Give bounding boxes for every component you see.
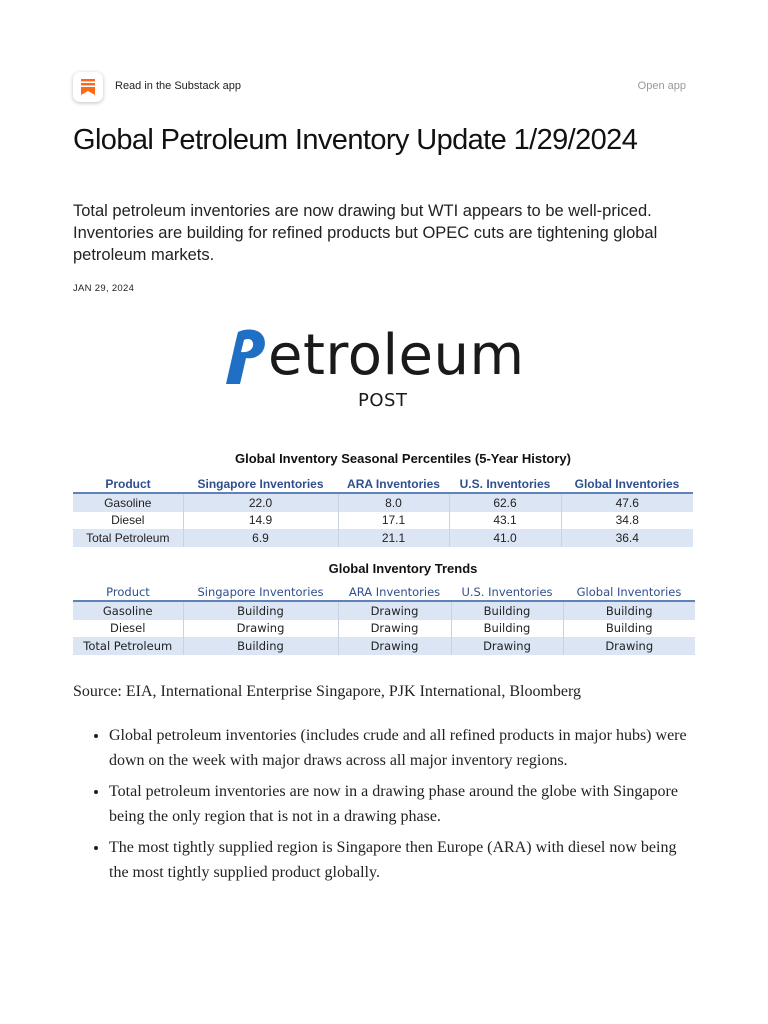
table-cell: Drawing [338, 637, 451, 655]
table2-title: Global Inventory Trends [328, 561, 478, 576]
article-subtitle: Total petroleum inventories are now drawing but WTI appears to be well-priced. Inventories are building for refined products but OPEC cuts are tightening global petroleum markets. [73, 202, 658, 264]
substack-logo-icon[interactable] [73, 72, 103, 102]
list-item: • Global petroleum inventories (includes crude and all refined products in major hubs) were down on the week with major draws across all major inventory regions. [109, 724, 698, 773]
table-cell: Building [451, 620, 563, 638]
table-row [73, 529, 693, 547]
table-header: Singapore Inventories [183, 584, 338, 601]
table-header: U.S. Inventories [451, 584, 563, 601]
table-header: ARA Inventories [338, 476, 449, 493]
table-cell: 14.9 [183, 512, 338, 530]
table-cell: 6.9 [183, 529, 338, 547]
table-cell: 22.0 [183, 493, 338, 512]
table-cell: 41.0 [449, 529, 561, 547]
list-item: • Total petroleum inventories are now in a drawing phase around the globe with Singapore being the only region that is not in a drawing phase. [109, 780, 698, 829]
table-cell: 17.1 [338, 512, 449, 530]
table-row [73, 637, 695, 655]
app-banner [0, 72, 768, 104]
logo-p-mark-icon [224, 326, 268, 386]
table-cell: 62.6 [449, 493, 561, 512]
petroleum-post-logo [224, 323, 554, 416]
publish-date: JAN 29, 2024 [73, 283, 135, 294]
list-item: • The most tightly supplied region is Singapore then Europe (ARA) with diesel now being the most tightly supplied product globally. [109, 836, 698, 885]
table-cell: Total Petroleum [73, 529, 183, 547]
logo-post-text: POST [358, 390, 408, 411]
table-cell: Diesel [111, 513, 145, 528]
table1-title: Global Inventory Seasonal Percentiles (5-Year History) [235, 451, 571, 466]
table-cell: Building [183, 601, 338, 620]
table-row [73, 601, 695, 620]
table-header: Global Inventories [563, 584, 695, 601]
table-cell: Building [451, 601, 563, 620]
table-header: Singapore Inventories [183, 476, 338, 493]
bullet-list [73, 724, 698, 892]
table-cell: Drawing [183, 620, 338, 638]
table-header: ARA Inventories [338, 584, 451, 601]
open-app-link[interactable]: Open app [637, 80, 686, 92]
table-cell: Drawing [338, 601, 451, 620]
table-header: U.S. Inventories [449, 476, 561, 493]
source-caption: Source: EIA, International Enterprise Singapore, PJK International, Bloomberg [73, 683, 582, 700]
table-cell: 43.1 [449, 512, 561, 530]
percentiles-table [73, 476, 693, 547]
table-cell: 21.1 [338, 529, 449, 547]
table-row [73, 620, 695, 638]
article-title: Global Petroleum Inventory Update 1/29/2024 [73, 124, 638, 156]
table-header: Product [73, 584, 183, 601]
table-header: Global Inventories [561, 476, 693, 493]
table-cell: 34.8 [561, 512, 693, 530]
table-cell: Gasoline [73, 493, 183, 512]
table-row [73, 493, 693, 512]
substack-bookmark-icon [81, 79, 95, 95]
table-cell: Building [563, 620, 695, 638]
table-cell: 8.0 [338, 493, 449, 512]
table-header: Product [73, 476, 183, 493]
table-cell: 36.4 [561, 529, 693, 547]
read-in-app-link[interactable]: Read in the Substack app [115, 80, 241, 92]
logo-wordmark: etroleum [268, 323, 525, 388]
table-cell: 47.6 [561, 493, 693, 512]
table-cell: Drawing [338, 620, 451, 638]
table-cell: Building [563, 601, 695, 620]
trends-table [73, 584, 695, 655]
table-row [73, 512, 693, 530]
table-cell: Drawing [451, 637, 563, 655]
table-cell: Building [183, 637, 338, 655]
table-cell: Gasoline [73, 601, 183, 620]
table-cell: Drawing [563, 637, 695, 655]
table-cell: Diesel [110, 621, 146, 636]
table-cell: Total Petroleum [73, 637, 183, 655]
